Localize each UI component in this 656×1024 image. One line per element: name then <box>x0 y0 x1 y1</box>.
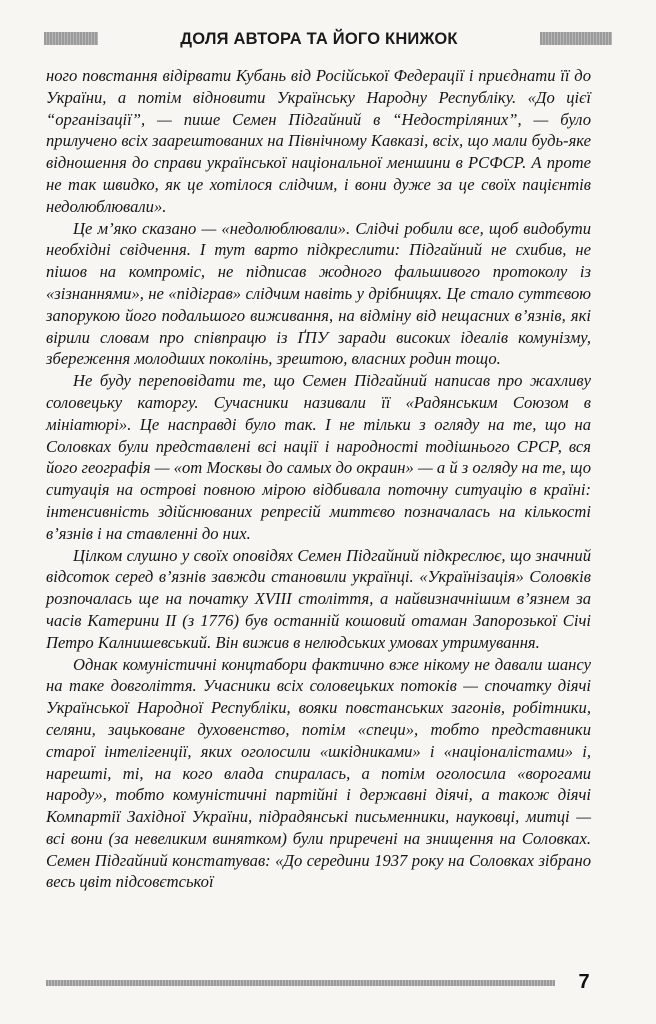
header-decor-bar-right <box>540 32 612 45</box>
footer-decor-bar <box>46 980 555 986</box>
paragraph: Не буду переповідати те, що Семен Підгайний написав про жахливу соловецьку каторгу. Сучасники називали її «Радянським Союзом в мініатюрі». Це насправді було так. І не тільки з огляду на те, що на Соловках були представлені всі нації і народності тодішнього СРСР, вся його географія — «от Москвы до самых до окраин» — а й з огляду на те, що ситуація на острові повною мірою відбивала поточну ситуацію в країні: інтенсивність здійснюваних репресій миттєво позначалась на кількості в’язнів і на ставленні до них. <box>46 371 591 543</box>
paragraph: Однак комуністичні концтабори фактично вже нікому не давали шансу на таке довголіття. Учасники всіх соловецьких потоків — спочатку діячі Української Народної Республіки, вояки повстанських загонів, робітники, селяни, зацьковане духовенство, потім «специ», тобто представники старої інтелігенції, яких оголосили «шкідниками» і «націоналістами» і, нарешті, ті, на кого влада спиралась, а потім оголосила «ворогами народу», тобто комуністичні партійні і державні діячі, а також діячі Компартії Західної України, підрадянські письменники, науковці, митці — всі вони (за невеликим винятком) були приречені на знищення на Соловках. Семен Підгайний констатував: «До середини 1937 року на Соловках зібрано весь цвіт підсовєтської <box>46 654 591 892</box>
paragraph-continued: ного повстання відірвати Кубань від Російської Федерації і приєднати її до України, а потім відновити Українську Народну Республіку. «До цієї “організації”, — пише Семен Підгайний в “Недостріляних”, — було прилучено всіх заарештованих на Північному Кавказі, всіх, що мали будь-яке відношення до справи української національної меншини в РСФСР. А проте не так швидко, як це хотілося слідчим, і вони дуже за це своїх пацієнтів недолюблювали». <box>46 66 591 216</box>
header-decor-bar-left <box>44 32 98 45</box>
running-header <box>44 28 612 50</box>
running-header-title: ДОЛЯ АВТОРА ТА ЙОГО КНИЖОК <box>180 30 458 48</box>
paragraph: Цілком слушно у своїх оповідях Семен Підгайний підкреслює, що значний відсоток серед в’язнів завжди становили українці. «Українізація» Соловків розпочалась ще на початку XVIII століття, а найвизначнішим в’язнем за часів Катерини ІІ (з 1776) був останній кошовий отаман Запорозької Січі Петро Калнишевський. Він вижив в нелюдських умовах утримування. <box>46 545 591 652</box>
paragraph: Це м’яко сказано — «недолюблювали». Слідчі робили все, щоб видобути необхідні свідчення. І тут варто підкреслити: Підгайний не схибив, не пішов на компроміс, не підписав жодного фальшивого протоколу із «зізнаннями», не «підіграв» слідчим навіть у дрібницях. Це стало суттєвою запорукою його подальшого виживання, на відміну від нещасних в’язнів, які вірили словам про співпрацю із ҐПУ заради високих ідеалів комунізму, збереження молодших поколінь, зрештою, власних родин тощо. <box>46 218 591 369</box>
page-number: 7 <box>578 971 590 993</box>
page-body <box>46 65 591 893</box>
